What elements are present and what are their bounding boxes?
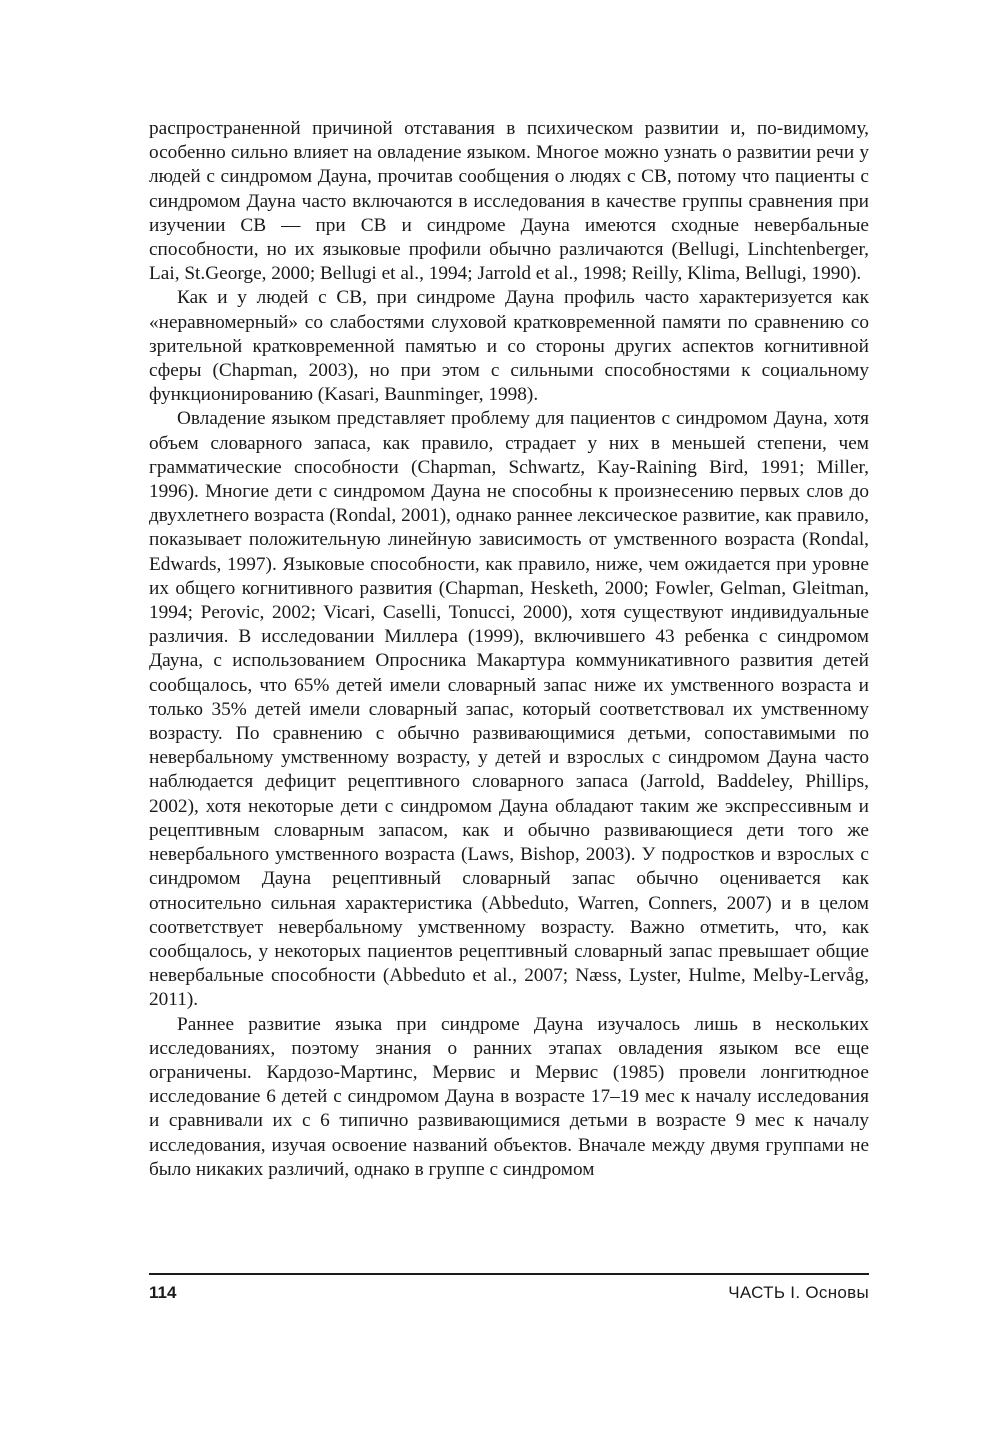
paragraph-4: Раннее развитие языка при синдроме Дауна изучалось лишь в нескольких исследованиях, поэтому знания о ранних этапах овладения языком все еще ограничены. Кардозо-Мартинс, Мервис и Мервис (1985) провели лонгитюдное исследование 6 детей с синдромом Дауна в возрасте 17–19 мес к началу исследования и сравнивали их с 6 типично развивающимися детьми в возрасте 9 мес к началу исследования, изучая освоение названий объектов. Вначале между двумя группами не было никаких различий, однако в группе с синдромом — [149, 1013, 869, 1180]
page-body — [149, 117, 869, 1182]
footer-divider — [149, 1273, 869, 1275]
running-head: ЧАСТЬ I. Основы — [728, 1283, 869, 1302]
paragraph-3: Овладение языком представляет проблему для пациентов с синдромом Дауна, хотя объем словарного запаса, как правило, страдает у них в меньшей степени, чем грамматические способности (Chapman, Schwartz, Kay-Raining Bird, 1991; Miller, 1996). Многие дети с синдромом Дауна не способны к произнесению первых слов до двухлетнего возраста (Rondal, 2001), однако раннее лексическое развитие, как правило, показывает положительную линейную зависимость от умственного возраста (Rondal, Edwards, 1997). Языковые способности, как правило, ниже, чем ожидается при уровне их общего когнитивного развития (Chapman, Hesketh, 2000; Fowler, Gelman, Gleitman, 1994; Perovic, 2002; Vicari, Caselli, Tonucci, 2000), хотя существуют индивидуальные различия. В исследовании Миллера (1999), включившего 43 ребенка с синдромом Дауна, с использованием Опросника Макартура коммуникативного развития детей сообщалось, что 65% детей имели словарный запас ниже их умственного возраста и только 35% детей имели словарный запас, который соответствовал их умственному возрасту. По сравнению с обычно развивающимися детьми, сопоставимыми по невербальному умственному возрасту, у детей и взрослых с синдромом Дауна часто наблюдается дефицит рецептивного словарного запаса (Jarrold, Baddeley, Phillips, 2002), хотя некоторые дети с синдромом Дауна обладают таким же экспрессивным и рецептивным словарным запасом, как и обычно развивающиеся дети того же невербального умственного возраста (Laws, Bishop, 2003). У подростков и взрослых с синдромом Дауна рецептивный словарный запас обычно оценивается как относительно сильная характеристика (Abbeduto, Warren, Conners, 2007) и в целом соответствует невербальному умственному возрасту. Важно отметить, что, как сообщалось, у некоторых пациентов рецептивный словарный запас превышает общие невербальные способности (Abbeduto et al., 2007; Næss, Lyster, Hulme, Melby-Lervåg, 2011). — [149, 408, 869, 1011]
paragraph-2: Как и у людей с СВ, при синдроме Дауна профиль часто характеризуется как «неравномерный» со слабостями слуховой кратковременной памяти по сравнению со зрительной кратковременной памятью и со стороны других аспектов когнитивной сферы (Chapman, 2003), но при этом с сильными способностями к социальному функционированию (Kasari, Baunminger, 1998). — [149, 287, 869, 406]
paragraph-1: распространенной причиной отставания в психическом развитии и, по-видимому, особенно сильно влияет на овладение языком. Многое можно узнать о развитии речи у людей с синдромом Дауна, прочитав сообщения о людях с СВ, потому что пациенты с синдромом Дауна часто включаются в исследования в качестве группы сравнения при изучении СВ — при СВ и синдроме Дауна имеются сходные невербальные способности, но их языковые профили обычно различаются (Bellugi, Linchtenberger, Lai, St.George, 2000; Bellugi et al., 1994; Jarrold et al., 1998; Reilly, Klima, Bellugi, 1990). — [149, 118, 869, 285]
page-number: 114 — [149, 1283, 177, 1302]
